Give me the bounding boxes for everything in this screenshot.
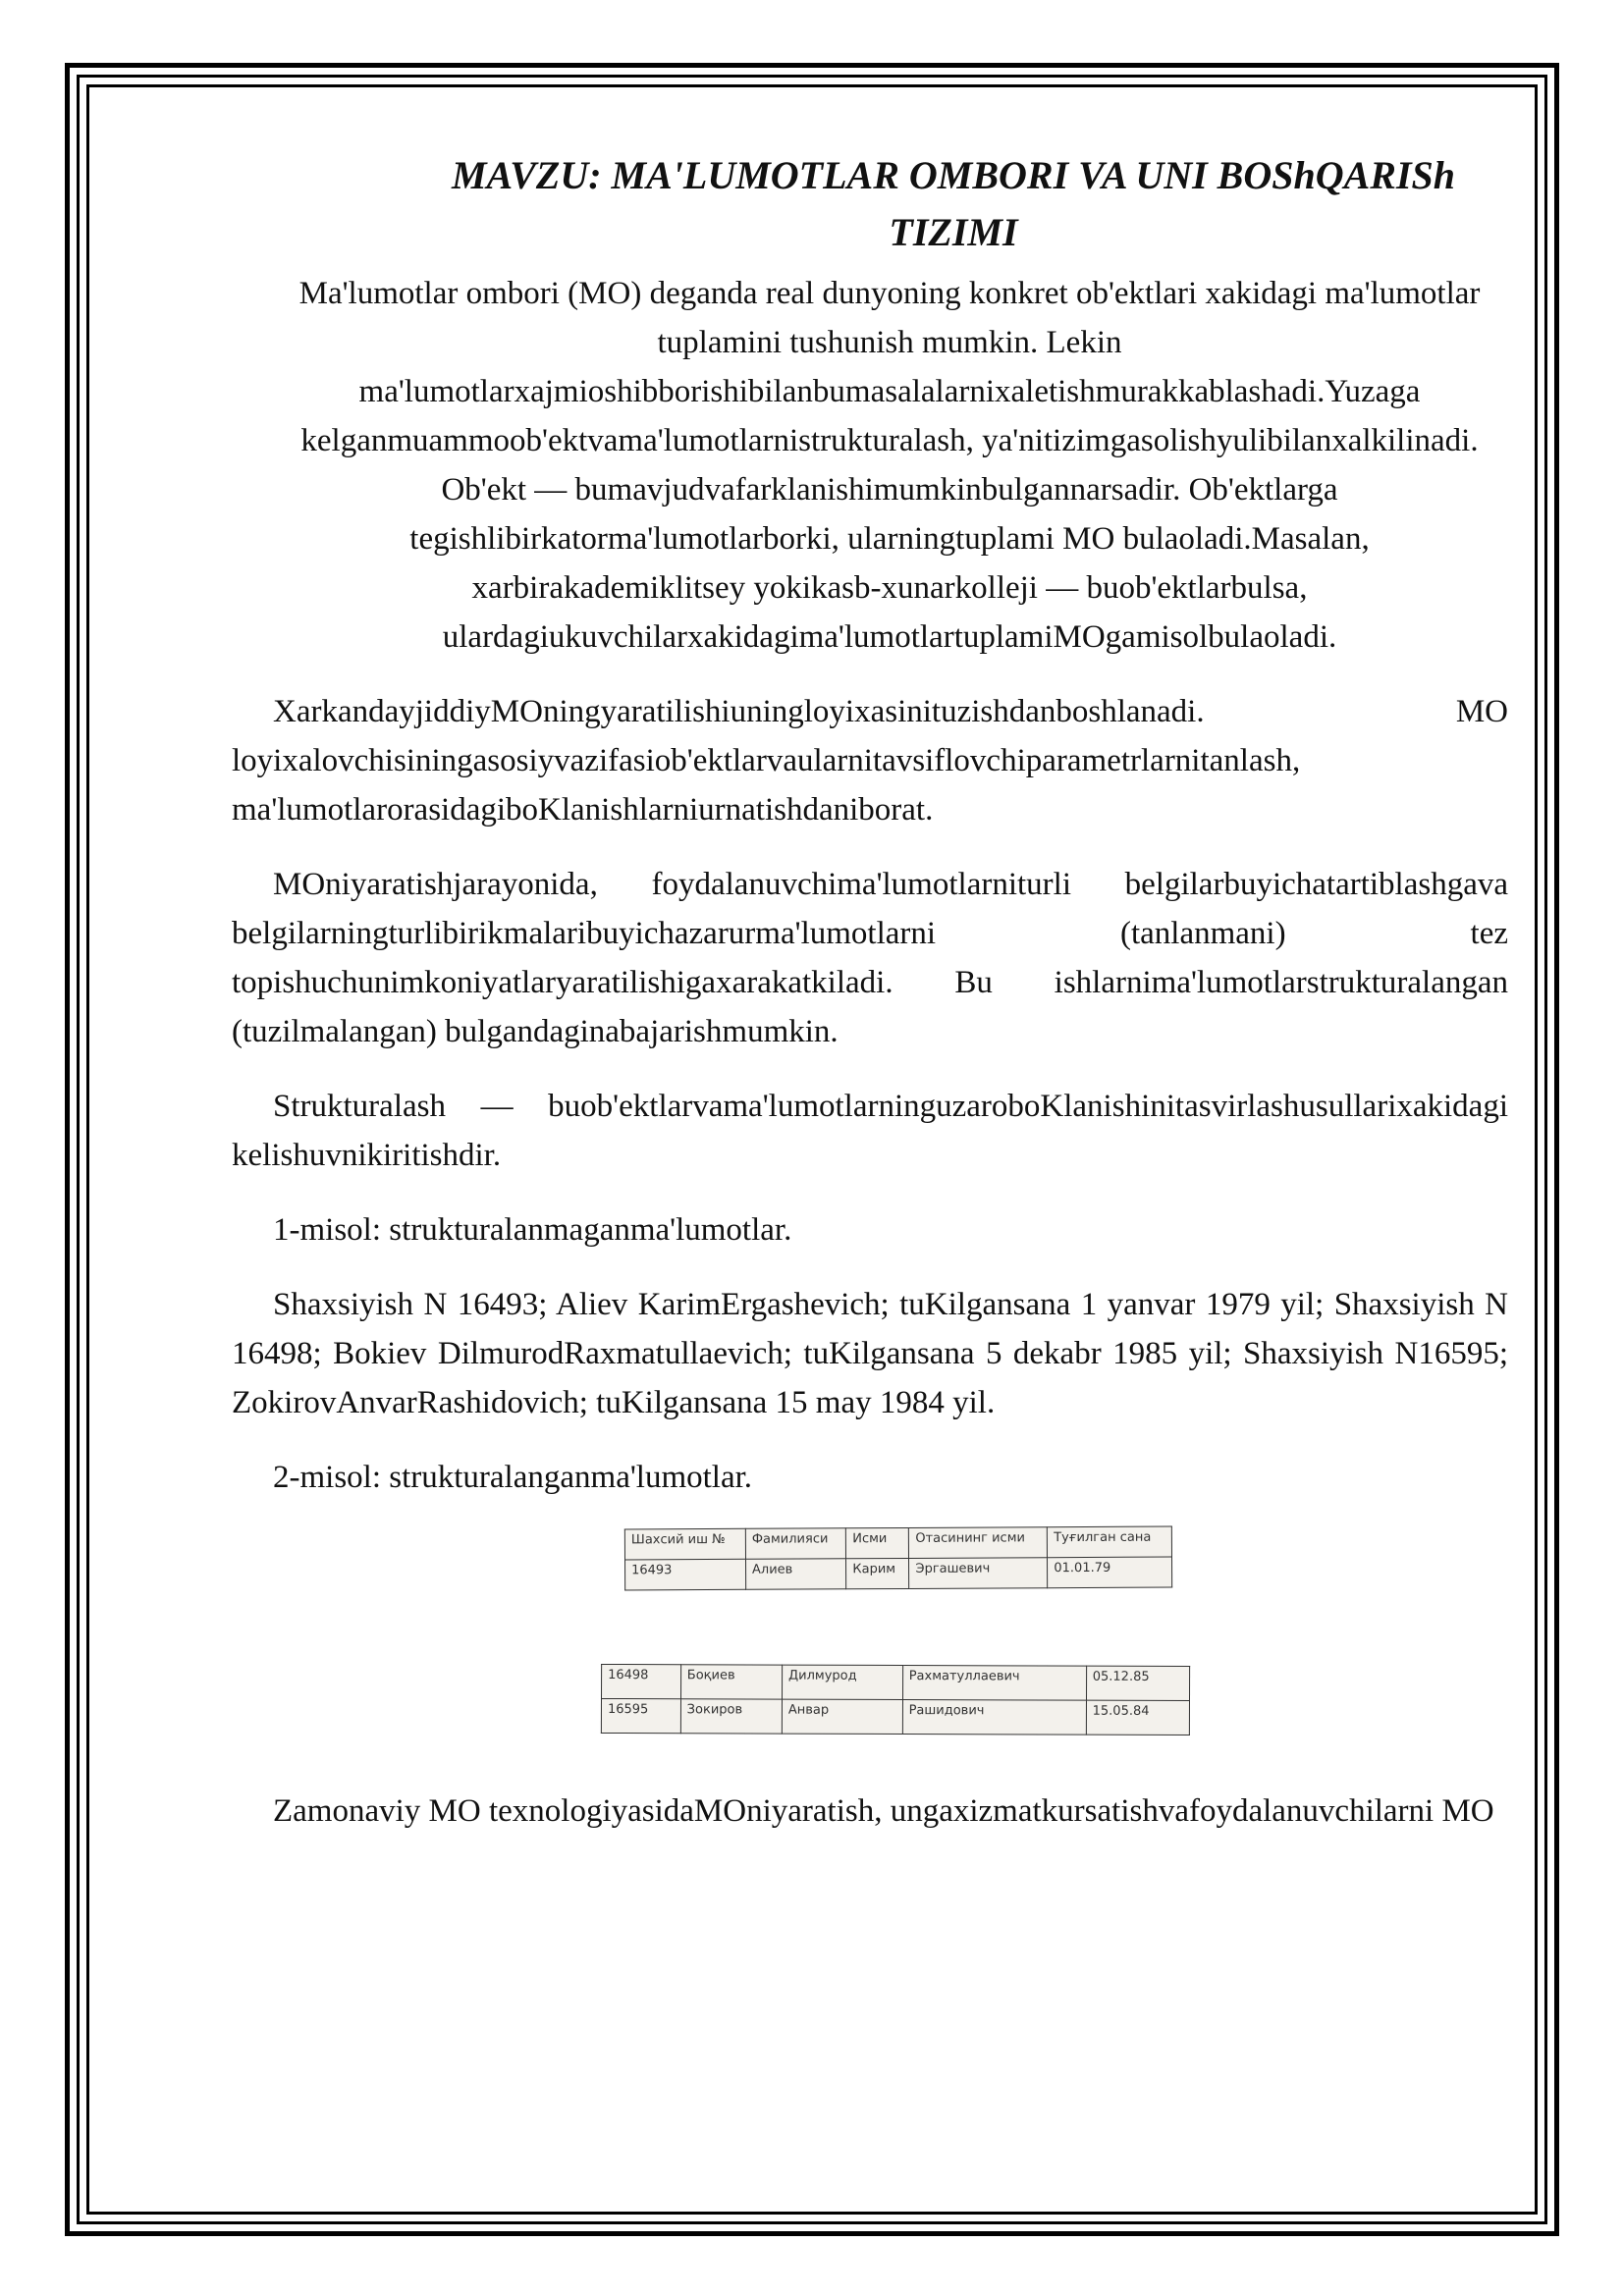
table-cell: Зокиров (680, 1699, 782, 1734)
table-cell: 15.05.84 (1086, 1700, 1189, 1735)
table-cell: Рашидович (902, 1700, 1086, 1735)
paragraph-example1-data: Shaxsiyish N 16493; Aliev KarimErgashevich; tuKilgansana 1 yanvar 1979 yil; Shaxsiyish N 16498; Bokiev DilmurodRaxmatullaevich; tuKilgansana 5 dekabr 1985 yil; Shaxsiyish N16595; ZokirovAnvarRashidovich; tuKilgansana 15 may 1984 yil. (232, 1287, 1508, 1420)
table-header-cell: Фамилияси (745, 1528, 846, 1560)
table-row (625, 1557, 1172, 1590)
table-cell: Эргашевич (909, 1558, 1048, 1589)
table-cell: 05.12.85 (1086, 1666, 1189, 1700)
table-header-cell: Отасининг исми (909, 1527, 1048, 1559)
paragraph-structuring: Strukturalash — buob'ektlarvama'lumotlarninguzaroboKlanishinitasvirlashusullarixakidagi kelishuvnikiritishdir. (232, 1089, 1508, 1173)
table-cell: Дилмурод (782, 1665, 902, 1699)
scanned-table-header (624, 1526, 1172, 1591)
document-body (232, 147, 1508, 1861)
table-cell: Боқиев (680, 1665, 782, 1699)
table-cell: 16595 (601, 1698, 680, 1733)
table-row (601, 1698, 1189, 1735)
table-cell: Алиев (745, 1559, 846, 1590)
paragraph-example2-label: 2-misol: strukturalanganma'lumotlar. (273, 1460, 753, 1495)
table-cell: Анвар (782, 1699, 902, 1734)
table-cell: 16498 (602, 1664, 681, 1698)
table-cell: Карим (846, 1558, 909, 1588)
table-header-row (624, 1526, 1171, 1560)
paragraph-example1-label: 1-misol: strukturalanmaganma'lumotlar. (273, 1212, 792, 1248)
table-row (602, 1664, 1190, 1700)
table-cell: 01.01.79 (1048, 1557, 1172, 1588)
structured-data-scan (232, 1527, 1508, 1763)
scanned-table-rows (601, 1664, 1190, 1735)
table-header-cell: Туғилган сана (1048, 1526, 1172, 1558)
table-header-cell: Исми (846, 1527, 909, 1558)
paragraph-creation: MOniyaratishjarayonida, foydalanuvchima'lumotlarniturli belgilarbuyichatartiblashgava belgilarningturlibirikmalaribuyichazarurma'lumotlarni (tanlanmani) tez topishuchunimkoniyatlaryaratilishigaxarakatkiladi. Bu ishlarnima'lumotlarstrukturalangan (tuzilmalangan) bulgandaginabajarishmumkin. (232, 867, 1508, 1049)
table-cell: 16493 (625, 1559, 746, 1590)
table-header-cell: Шахсий иш № (624, 1528, 745, 1560)
paragraph-modern-tech: Zamonaviy MO texnologiyasidaMOniyaratish, ungaxizmatkursatishvafoydalanuvchilarni MO (273, 1793, 1494, 1829)
document-title: MAVZU: MA'LUMOTLAR OMBORI VA UNI BOShQARISh TIZIMI (451, 153, 1456, 254)
table-cell: Рахматуллаевич (902, 1666, 1086, 1701)
paragraph-design: XarkandayjiddiyMOningyaratilishiuningloyixasinituzishdanboshlanadi. MO loyixalovchisiningasosiyvazifasiob'ektlarvaularnitavsiflovchiparametrlarnitanlash, ma'lumotlarorasidagiboKlanishlarniurnatishdaniborat. (232, 694, 1508, 828)
paragraph-intro: Ma'lumotlar ombori (MO) deganda real dunyoning konkret ob'ektlari xakidagi ma'lumotlar tuplamini tushunish mumkin. Lekin ma'lumotlarxajmioshibborishibilanbumasalalarnixaletishmurakkablashadi.Yuzaga kelganmuammoob'ektvama'lumotlarnistrukturalash, ya'nitizimgasolishyulibilanxalkilinadi. Ob'ekt — bumavjudvafarklanishimumkinbulgannarsadir. Ob'ektlarga tegishlibirkatorma'lumotlarborki, ularningtuplami MO bulaoladi.Masalan, xarbirakademiklitsey yokikasb-xunarkolleji — buob'ektlarbulsa, ulardagiukuvchilarxakidagima'lumotlartuplamiMOgamisolbulaoladi. (298, 276, 1481, 655)
